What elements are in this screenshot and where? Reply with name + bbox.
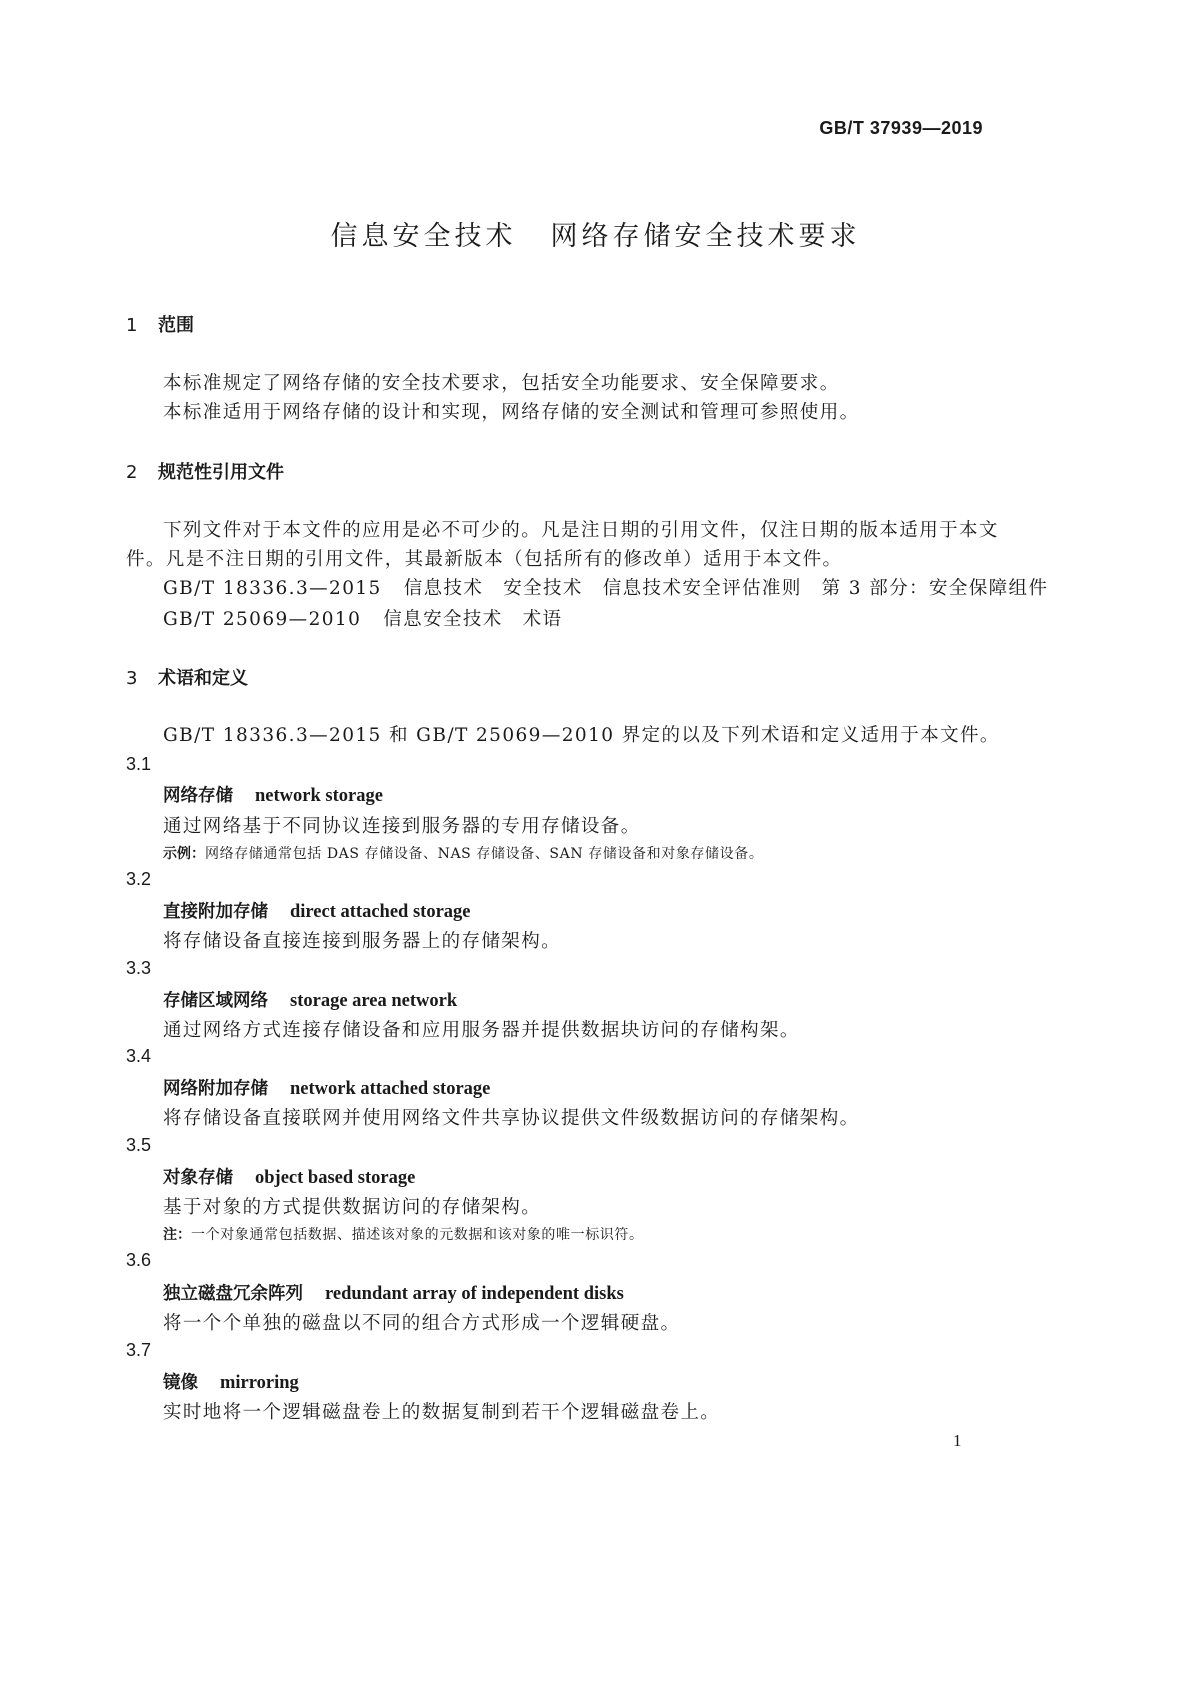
term-chinese: 对象存储 (163, 1168, 233, 1188)
paragraph: 本标准规定了网络存储的安全技术要求，包括安全功能要求、安全保障要求。 (163, 373, 840, 394)
paragraph-line: 下列文件对于本文件的应用是必不可少的。凡是注日期的引用文件，仅注日期的版本适用于本文 (163, 520, 999, 541)
reference-code: GB/T 18336.3—2015 (163, 578, 382, 599)
term-number: 3.2 (126, 869, 152, 889)
section-title: 范围 (158, 315, 194, 336)
term-english: object based storage (255, 1168, 416, 1188)
term-chinese: 网络附加存储 (163, 1079, 268, 1099)
term-heading (163, 1280, 624, 1305)
term-heading (163, 987, 457, 1012)
term-chinese: 镜像 (163, 1373, 198, 1393)
section-title: 术语和定义 (158, 668, 248, 689)
paragraph: GB/T 18336.3—2015 和 GB/T 25069—2010 界定的以及下列术语和定义适用于本文件。 (163, 725, 1000, 746)
note-label: 示例： (163, 846, 205, 862)
page-number: 1 (953, 1431, 962, 1450)
term-heading (163, 1369, 299, 1394)
title-part-1: 信息安全技术 (330, 221, 517, 252)
term-definition: 实时地将一个逻辑磁盘卷上的数据复制到若干个逻辑磁盘卷上。 (163, 1402, 721, 1423)
note-text: 网络存储通常包括 DAS 存储设备、NAS 存储设备、SAN 存储设备和对象存储设备。 (205, 846, 764, 862)
reference-title: 信息技术 安全技术 信息技术安全评估准则 第 3 部分：安全保障组件 (403, 578, 1049, 599)
term-note (163, 843, 763, 863)
term-chinese: 存储区域网络 (163, 991, 268, 1011)
term-definition: 基于对象的方式提供数据访问的存储架构。 (163, 1197, 542, 1218)
reference-code: GB/T 25069—2010 (163, 609, 362, 630)
term-note (163, 1224, 644, 1244)
reference-title: 信息安全技术 术语 (383, 609, 563, 630)
term-number: 3.3 (126, 958, 152, 978)
note-label: 注： (163, 1227, 191, 1243)
paragraph: 本标准适用于网络存储的设计和实现，网络存储的安全测试和管理可参照使用。 (163, 402, 860, 423)
term-english: redundant array of independent disks (325, 1284, 624, 1304)
normative-reference (163, 605, 562, 631)
section-1-heading (126, 311, 194, 337)
note-text: 一个对象通常包括数据、描述该对象的元数据和该对象的唯一标识符。 (191, 1227, 644, 1243)
section-number: 1 (126, 315, 138, 336)
term-definition: 将存储设备直接联网并使用网络文件共享协议提供文件级数据访问的存储架构。 (163, 1108, 860, 1129)
term-definition: 通过网络方式连接存储设备和应用服务器并提供数据块访问的存储构架。 (163, 1020, 800, 1041)
section-title: 规范性引用文件 (158, 462, 284, 483)
term-english: storage area network (290, 991, 458, 1011)
term-chinese: 直接附加存储 (163, 902, 268, 922)
term-chinese: 独立磁盘冗余阵列 (163, 1284, 303, 1304)
term-number: 3.6 (126, 1250, 152, 1270)
term-number: 3.7 (126, 1340, 152, 1360)
section-number: 2 (126, 462, 138, 483)
term-number: 3.1 (126, 754, 152, 774)
standard-code: GB/T 37939—2019 (819, 118, 983, 138)
document-title (0, 214, 1191, 253)
title-part-2: 网络存储安全技术要求 (550, 221, 861, 252)
term-definition: 通过网络基于不同协议连接到服务器的专用存储设备。 (163, 816, 641, 837)
section-2-heading (126, 458, 284, 484)
term-english: mirroring (220, 1373, 299, 1393)
paragraph-line: 件。凡是不注日期的引用文件，其最新版本（包括所有的修改单）适用于本文件。 (126, 549, 843, 570)
term-english: direct attached storage (290, 902, 471, 922)
term-heading (163, 1075, 490, 1100)
term-definition: 将一个个单独的磁盘以不同的组合方式形成一个逻辑硬盘。 (163, 1313, 681, 1334)
section-number: 3 (126, 668, 138, 689)
term-number: 3.4 (126, 1046, 152, 1066)
term-number: 3.5 (126, 1135, 152, 1155)
section-3-heading (126, 664, 248, 690)
term-heading (163, 782, 383, 807)
term-definition: 将存储设备直接连接到服务器上的存储架构。 (163, 931, 562, 952)
normative-reference (163, 574, 1048, 600)
term-english: network storage (255, 786, 383, 806)
term-heading (163, 898, 471, 923)
term-heading (163, 1164, 415, 1189)
term-english: network attached storage (290, 1079, 491, 1099)
term-chinese: 网络存储 (163, 786, 233, 806)
